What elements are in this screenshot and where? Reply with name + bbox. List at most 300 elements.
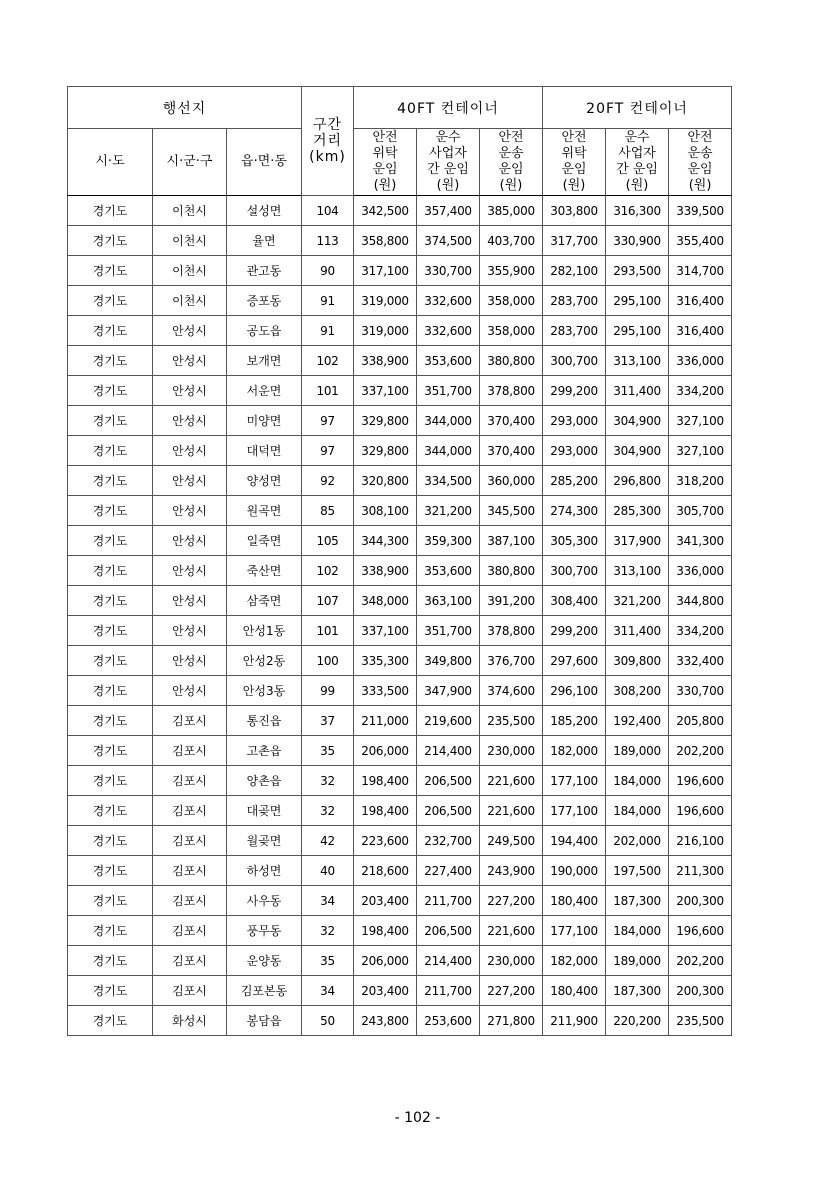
- table-cell: 경기도: [68, 316, 153, 346]
- page-number: - 102 -: [394, 1110, 441, 1126]
- table-cell: 양성면: [227, 466, 302, 496]
- table-cell: 230,000: [480, 946, 543, 976]
- table-cell: 198,400: [354, 916, 417, 946]
- table-row: [68, 616, 732, 646]
- table-cell: 91: [302, 316, 354, 346]
- table-cell: 332,400: [669, 646, 732, 676]
- table-cell: 344,300: [354, 526, 417, 556]
- ft40-transport-header: 안전 운송 운임 (원): [480, 129, 543, 196]
- table-cell: 경기도: [68, 766, 153, 796]
- table-cell: 293,500: [606, 256, 669, 286]
- table-cell: 344,800: [669, 586, 732, 616]
- table-cell: 34: [302, 886, 354, 916]
- table-cell: 안성시: [153, 406, 227, 436]
- table-cell: 100: [302, 646, 354, 676]
- table-cell: 40: [302, 856, 354, 886]
- table-cell: 317,100: [354, 256, 417, 286]
- table-cell: 348,000: [354, 586, 417, 616]
- ft20-header: 20FT 컨테이너: [543, 87, 732, 129]
- table-cell: 경기도: [68, 646, 153, 676]
- distance-header: 구간 거리 (km): [302, 87, 354, 196]
- table-cell: 319,000: [354, 286, 417, 316]
- table-cell: 308,400: [543, 586, 606, 616]
- table-cell: 경기도: [68, 736, 153, 766]
- table-cell: 283,700: [543, 286, 606, 316]
- table-cell: 196,600: [669, 796, 732, 826]
- table-cell: 202,200: [669, 736, 732, 766]
- table-cell: 333,500: [354, 676, 417, 706]
- freight-rate-table: [67, 86, 732, 1036]
- table-cell: 337,100: [354, 616, 417, 646]
- table-cell: 182,000: [543, 946, 606, 976]
- table-body: [68, 196, 732, 1036]
- table-cell: 97: [302, 406, 354, 436]
- table-cell: 안성시: [153, 376, 227, 406]
- table-row: [68, 496, 732, 526]
- table-row: [68, 886, 732, 916]
- table-cell: 이천시: [153, 226, 227, 256]
- table-cell: 380,800: [480, 556, 543, 586]
- table-cell: 330,700: [417, 256, 480, 286]
- table-cell: 198,400: [354, 766, 417, 796]
- table-row: [68, 526, 732, 556]
- table-cell: 385,000: [480, 196, 543, 226]
- table-cell: 봉담읍: [227, 1006, 302, 1036]
- table-cell: 221,600: [480, 766, 543, 796]
- table-cell: 경기도: [68, 226, 153, 256]
- table-cell: 214,400: [417, 736, 480, 766]
- table-cell: 206,000: [354, 736, 417, 766]
- table-cell: 안성시: [153, 646, 227, 676]
- table-cell: 180,400: [543, 976, 606, 1006]
- table-cell: 283,700: [543, 316, 606, 346]
- table-cell: 경기도: [68, 916, 153, 946]
- table-cell: 370,400: [480, 406, 543, 436]
- table-cell: 332,600: [417, 316, 480, 346]
- table-cell: 332,600: [417, 286, 480, 316]
- table-row: [68, 676, 732, 706]
- table-cell: 282,100: [543, 256, 606, 286]
- table-cell: 안성시: [153, 346, 227, 376]
- table-cell: 211,300: [669, 856, 732, 886]
- table-cell: 101: [302, 616, 354, 646]
- table-cell: 184,000: [606, 766, 669, 796]
- eupmyeondong-header: 읍·면·동: [227, 129, 302, 196]
- table-cell: 317,700: [543, 226, 606, 256]
- table-cell: 안성시: [153, 316, 227, 346]
- table-cell: 353,600: [417, 556, 480, 586]
- table-cell: 105: [302, 526, 354, 556]
- table-cell: 305,700: [669, 496, 732, 526]
- table-cell: 경기도: [68, 556, 153, 586]
- table-cell: 50: [302, 1006, 354, 1036]
- table-row: [68, 286, 732, 316]
- table-cell: 경기도: [68, 706, 153, 736]
- table-cell: 공도읍: [227, 316, 302, 346]
- table-cell: 211,900: [543, 1006, 606, 1036]
- table-cell: 177,100: [543, 916, 606, 946]
- table-cell: 380,800: [480, 346, 543, 376]
- table-cell: 334,200: [669, 376, 732, 406]
- table-cell: 334,500: [417, 466, 480, 496]
- table-cell: 삼죽면: [227, 586, 302, 616]
- table-cell: 334,200: [669, 616, 732, 646]
- table-cell: 177,100: [543, 796, 606, 826]
- table-cell: 313,100: [606, 346, 669, 376]
- table-cell: 345,500: [480, 496, 543, 526]
- table-row: [68, 226, 732, 256]
- table-cell: 경기도: [68, 676, 153, 706]
- table-cell: 206,000: [354, 946, 417, 976]
- table-cell: 경기도: [68, 586, 153, 616]
- table-cell: 300,700: [543, 556, 606, 586]
- table-cell: 203,400: [354, 976, 417, 1006]
- table-cell: 358,000: [480, 286, 543, 316]
- table-row: [68, 436, 732, 466]
- table-cell: 35: [302, 736, 354, 766]
- table-cell: 경기도: [68, 616, 153, 646]
- table-cell: 김포시: [153, 916, 227, 946]
- table-cell: 경기도: [68, 526, 153, 556]
- table-cell: 329,800: [354, 436, 417, 466]
- table-row: [68, 976, 732, 1006]
- table-cell: 220,200: [606, 1006, 669, 1036]
- table-cell: 김포시: [153, 976, 227, 1006]
- table-cell: 293,000: [543, 436, 606, 466]
- table-row: [68, 1006, 732, 1036]
- table-cell: 363,100: [417, 586, 480, 616]
- table-cell: 218,600: [354, 856, 417, 886]
- table-cell: 안성시: [153, 676, 227, 706]
- table-cell: 35: [302, 946, 354, 976]
- table-cell: 185,200: [543, 706, 606, 736]
- table-cell: 184,000: [606, 916, 669, 946]
- table-cell: 285,200: [543, 466, 606, 496]
- table-cell: 316,400: [669, 286, 732, 316]
- table-cell: 187,300: [606, 886, 669, 916]
- table-cell: 329,800: [354, 406, 417, 436]
- table-cell: 304,900: [606, 436, 669, 466]
- table-cell: 하성면: [227, 856, 302, 886]
- table-cell: 경기도: [68, 436, 153, 466]
- table-row: [68, 346, 732, 376]
- table-cell: 102: [302, 346, 354, 376]
- table-cell: 295,100: [606, 286, 669, 316]
- table-cell: 211,700: [417, 976, 480, 1006]
- table-cell: 285,300: [606, 496, 669, 526]
- table-cell: 197,500: [606, 856, 669, 886]
- table-cell: 391,200: [480, 586, 543, 616]
- table-cell: 321,200: [606, 586, 669, 616]
- table-cell: 378,800: [480, 376, 543, 406]
- table-cell: 337,100: [354, 376, 417, 406]
- table-cell: 339,500: [669, 196, 732, 226]
- table-cell: 안성시: [153, 496, 227, 526]
- table-cell: 189,000: [606, 946, 669, 976]
- table-row: [68, 946, 732, 976]
- ft20-consign-header: 안전 위탁 운임 (원): [543, 129, 606, 196]
- table-cell: 196,600: [669, 916, 732, 946]
- sigungu-header: 시·군·구: [153, 129, 227, 196]
- table-cell: 211,700: [417, 886, 480, 916]
- table-cell: 김포시: [153, 856, 227, 886]
- table-cell: 김포시: [153, 796, 227, 826]
- table-cell: 107: [302, 586, 354, 616]
- table-cell: 91: [302, 286, 354, 316]
- table-cell: 338,900: [354, 346, 417, 376]
- table-cell: 경기도: [68, 856, 153, 886]
- table-cell: 387,100: [480, 526, 543, 556]
- table-row: [68, 646, 732, 676]
- table-cell: 311,400: [606, 616, 669, 646]
- table-cell: 319,000: [354, 316, 417, 346]
- table-cell: 311,400: [606, 376, 669, 406]
- table-row: [68, 856, 732, 886]
- table-cell: 243,800: [354, 1006, 417, 1036]
- table-cell: 김포시: [153, 886, 227, 916]
- table-cell: 99: [302, 676, 354, 706]
- table-row: [68, 466, 732, 496]
- table-cell: 327,100: [669, 406, 732, 436]
- table-row: [68, 706, 732, 736]
- table-cell: 235,500: [669, 1006, 732, 1036]
- table-cell: 경기도: [68, 826, 153, 856]
- table-cell: 설성면: [227, 196, 302, 226]
- table-row: [68, 556, 732, 586]
- table-cell: 342,500: [354, 196, 417, 226]
- table-cell: 227,200: [480, 976, 543, 1006]
- ft40-header: 40FT 컨테이너: [354, 87, 543, 129]
- table-cell: 경기도: [68, 886, 153, 916]
- table-cell: 경기도: [68, 256, 153, 286]
- table-row: [68, 316, 732, 346]
- table-cell: 249,500: [480, 826, 543, 856]
- table-cell: 경기도: [68, 196, 153, 226]
- table-cell: 율면: [227, 226, 302, 256]
- table-cell: 374,600: [480, 676, 543, 706]
- table-cell: 월곶면: [227, 826, 302, 856]
- table-cell: 203,400: [354, 886, 417, 916]
- table-cell: 관고동: [227, 256, 302, 286]
- table-cell: 355,400: [669, 226, 732, 256]
- table-cell: 349,800: [417, 646, 480, 676]
- table-cell: 206,500: [417, 916, 480, 946]
- table-cell: 김포본동: [227, 976, 302, 1006]
- table-cell: 344,000: [417, 406, 480, 436]
- table-cell: 경기도: [68, 376, 153, 406]
- sido-header: 시·도: [68, 129, 153, 196]
- table-cell: 32: [302, 796, 354, 826]
- table-cell: 운양동: [227, 946, 302, 976]
- table-cell: 김포시: [153, 826, 227, 856]
- table-cell: 296,800: [606, 466, 669, 496]
- table-cell: 안성시: [153, 586, 227, 616]
- table-cell: 216,100: [669, 826, 732, 856]
- table-cell: 235,500: [480, 706, 543, 736]
- table-cell: 34: [302, 976, 354, 1006]
- table-cell: 대덕면: [227, 436, 302, 466]
- table-cell: 243,900: [480, 856, 543, 886]
- table-cell: 299,200: [543, 376, 606, 406]
- table-cell: 안성1동: [227, 616, 302, 646]
- table-cell: 32: [302, 766, 354, 796]
- table-cell: 풍무동: [227, 916, 302, 946]
- table-cell: 308,100: [354, 496, 417, 526]
- table-cell: 양촌읍: [227, 766, 302, 796]
- ft40-between-header: 운수 사업자 간 운임 (원): [417, 129, 480, 196]
- table-cell: 374,500: [417, 226, 480, 256]
- table-cell: 347,900: [417, 676, 480, 706]
- table-cell: 통진읍: [227, 706, 302, 736]
- table-cell: 경기도: [68, 466, 153, 496]
- table-cell: 316,300: [606, 196, 669, 226]
- table-cell: 202,200: [669, 946, 732, 976]
- table-cell: 42: [302, 826, 354, 856]
- table-cell: 경기도: [68, 796, 153, 826]
- table-cell: 303,800: [543, 196, 606, 226]
- table-cell: 211,000: [354, 706, 417, 736]
- table-cell: 경기도: [68, 976, 153, 1006]
- table-cell: 320,800: [354, 466, 417, 496]
- table-cell: 378,800: [480, 616, 543, 646]
- table-row: [68, 196, 732, 226]
- table-cell: 사우동: [227, 886, 302, 916]
- table-cell: 200,300: [669, 886, 732, 916]
- table-cell: 92: [302, 466, 354, 496]
- table-cell: 경기도: [68, 946, 153, 976]
- table-cell: 고촌읍: [227, 736, 302, 766]
- table-cell: 180,400: [543, 886, 606, 916]
- table-cell: 안성시: [153, 526, 227, 556]
- table-row: [68, 736, 732, 766]
- table-cell: 196,600: [669, 766, 732, 796]
- table-cell: 85: [302, 496, 354, 526]
- table-cell: 안성2동: [227, 646, 302, 676]
- table-cell: 335,300: [354, 646, 417, 676]
- table-cell: 죽산면: [227, 556, 302, 586]
- table-row: [68, 406, 732, 436]
- table-cell: 336,000: [669, 346, 732, 376]
- table-cell: 336,000: [669, 556, 732, 586]
- table-cell: 김포시: [153, 766, 227, 796]
- table-cell: 271,800: [480, 1006, 543, 1036]
- table-cell: 309,800: [606, 646, 669, 676]
- table-cell: 304,900: [606, 406, 669, 436]
- table-cell: 293,000: [543, 406, 606, 436]
- table-cell: 102: [302, 556, 354, 586]
- table-row: [68, 766, 732, 796]
- table-cell: 206,500: [417, 796, 480, 826]
- table-cell: 증포동: [227, 286, 302, 316]
- table-cell: 358,800: [354, 226, 417, 256]
- table-cell: 서운면: [227, 376, 302, 406]
- table-cell: 97: [302, 436, 354, 466]
- table-cell: 300,700: [543, 346, 606, 376]
- table-cell: 299,200: [543, 616, 606, 646]
- table-cell: 안성시: [153, 616, 227, 646]
- ft40-consign-header: 안전 위탁 운임 (원): [354, 129, 417, 196]
- table-cell: 355,900: [480, 256, 543, 286]
- table-cell: 351,700: [417, 376, 480, 406]
- table-cell: 317,900: [606, 526, 669, 556]
- table-cell: 357,400: [417, 196, 480, 226]
- table-cell: 32: [302, 916, 354, 946]
- table-cell: 232,700: [417, 826, 480, 856]
- table-cell: 37: [302, 706, 354, 736]
- ft20-transport-header: 안전 운송 운임 (원): [669, 129, 732, 196]
- table-cell: 경기도: [68, 406, 153, 436]
- table-cell: 182,000: [543, 736, 606, 766]
- table-cell: 일죽면: [227, 526, 302, 556]
- table-cell: 313,100: [606, 556, 669, 586]
- table-cell: 이천시: [153, 286, 227, 316]
- table-cell: 330,900: [606, 226, 669, 256]
- table-cell: 230,000: [480, 736, 543, 766]
- table-cell: 370,400: [480, 436, 543, 466]
- table-cell: 253,600: [417, 1006, 480, 1036]
- table-cell: 경기도: [68, 496, 153, 526]
- table-cell: 대곶면: [227, 796, 302, 826]
- table-cell: 206,500: [417, 766, 480, 796]
- table-cell: 205,800: [669, 706, 732, 736]
- table-cell: 원곡면: [227, 496, 302, 526]
- table-cell: 안성시: [153, 466, 227, 496]
- table-row: [68, 586, 732, 616]
- ft20-between-header: 운수 사업자 간 운임 (원): [606, 129, 669, 196]
- table-row: [68, 376, 732, 406]
- table-cell: 318,200: [669, 466, 732, 496]
- table-row: [68, 916, 732, 946]
- table-cell: 223,600: [354, 826, 417, 856]
- table-cell: 227,200: [480, 886, 543, 916]
- table-cell: 221,600: [480, 796, 543, 826]
- table-cell: 안성시: [153, 436, 227, 466]
- table-cell: 101: [302, 376, 354, 406]
- table-cell: 안성시: [153, 556, 227, 586]
- table-cell: 297,600: [543, 646, 606, 676]
- table-cell: 177,100: [543, 766, 606, 796]
- table-row: [68, 826, 732, 856]
- table-cell: 295,100: [606, 316, 669, 346]
- table-cell: 194,400: [543, 826, 606, 856]
- table-cell: 189,000: [606, 736, 669, 766]
- table-cell: 이천시: [153, 196, 227, 226]
- table-cell: 353,600: [417, 346, 480, 376]
- table-cell: 200,300: [669, 976, 732, 1006]
- table-cell: 330,700: [669, 676, 732, 706]
- table-cell: 338,900: [354, 556, 417, 586]
- table-cell: 344,000: [417, 436, 480, 466]
- table-cell: 184,000: [606, 796, 669, 826]
- table-cell: 308,200: [606, 676, 669, 706]
- table-cell: 221,600: [480, 916, 543, 946]
- table-cell: 376,700: [480, 646, 543, 676]
- table-cell: 314,700: [669, 256, 732, 286]
- table-cell: 351,700: [417, 616, 480, 646]
- table-row: [68, 256, 732, 286]
- table-cell: 경기도: [68, 286, 153, 316]
- table-cell: 227,400: [417, 856, 480, 886]
- table-cell: 214,400: [417, 946, 480, 976]
- table-cell: 113: [302, 226, 354, 256]
- table-cell: 198,400: [354, 796, 417, 826]
- table-cell: 경기도: [68, 1006, 153, 1036]
- table-cell: 219,600: [417, 706, 480, 736]
- table-cell: 296,100: [543, 676, 606, 706]
- table-cell: 김포시: [153, 706, 227, 736]
- table-cell: 미양면: [227, 406, 302, 436]
- table-cell: 90: [302, 256, 354, 286]
